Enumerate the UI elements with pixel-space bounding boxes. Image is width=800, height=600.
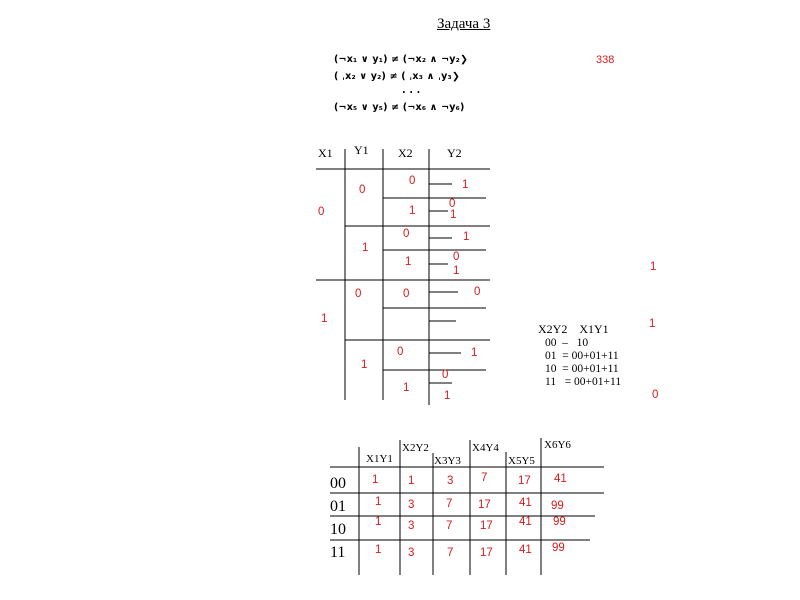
tree-x2-value: 0 bbox=[409, 175, 416, 187]
count-table-cell: 17 bbox=[518, 475, 531, 487]
tree-y2-value: 0 bbox=[442, 369, 449, 381]
count-table-cell: 3 bbox=[447, 475, 454, 487]
tree-y2-value: 0 bbox=[474, 286, 481, 298]
count-table-cell: 3 bbox=[408, 499, 415, 511]
mapping-row: 10 = 00+01+11 bbox=[545, 363, 619, 375]
tree-y1-value: 0 bbox=[359, 184, 366, 196]
mapping-row: 01 = 00+01+11 bbox=[545, 350, 619, 362]
tree-y1-value: 0 bbox=[355, 288, 362, 300]
formula-ellipsis: . . . bbox=[402, 85, 421, 96]
count-table-cell: 17 bbox=[480, 547, 493, 559]
count-table-cell: 1 bbox=[375, 544, 382, 556]
tree-x2-value: 1 bbox=[403, 382, 410, 394]
count-table-row-label: 01 bbox=[330, 498, 346, 515]
tree-header-y1: Y1 bbox=[354, 143, 369, 157]
tree-x1-value: 0 bbox=[318, 206, 325, 218]
count-table-row-label: 10 bbox=[330, 521, 346, 538]
page-title: Задача 3 bbox=[437, 16, 491, 32]
tree-y2-value: 0 bbox=[453, 251, 460, 263]
count-table-cell: 41 bbox=[519, 516, 532, 528]
side-mark: 1 bbox=[649, 318, 656, 330]
count-table-cell: 7 bbox=[446, 498, 453, 510]
tree-x2-value: 1 bbox=[409, 205, 416, 217]
count-table-cell: 99 bbox=[552, 542, 565, 554]
count-table-cell: 7 bbox=[446, 520, 453, 532]
tree-header-x1: X1 bbox=[318, 146, 333, 160]
side-mark: 1 bbox=[650, 261, 657, 273]
tree-x2-value: 0 bbox=[397, 346, 404, 358]
count-table-cell: 7 bbox=[447, 547, 454, 559]
count-table-cell: 7 bbox=[481, 472, 488, 484]
count-table-row-label: 11 bbox=[330, 544, 346, 561]
side-mark: 0 bbox=[652, 389, 659, 401]
count-table-col-header: X1Y1 bbox=[366, 453, 393, 465]
tree-y2-value: 1 bbox=[463, 231, 470, 243]
tree-x1-value: 1 bbox=[321, 313, 328, 325]
tree-y2-value: 1 bbox=[453, 265, 460, 277]
tree-y1-value: 1 bbox=[362, 242, 369, 254]
tree-y1-value: 1 bbox=[361, 359, 368, 371]
count-table-cell: 41 bbox=[519, 544, 532, 556]
count-table-cell: 99 bbox=[551, 500, 564, 512]
tree-y2-value: 1 bbox=[471, 347, 478, 359]
count-table-cell: 1 bbox=[375, 496, 382, 508]
formula-line-2: ( ˌx₂ ∨ y₂) ≠ ( ˌx₃ ∧ ˌy₃❯ bbox=[334, 71, 461, 82]
tree-y2-value: 0 bbox=[449, 198, 456, 210]
mapping-row: 11 = 00+01+11 bbox=[545, 376, 622, 388]
tree-x2-value: 0 bbox=[403, 228, 410, 240]
tree-y2-value: 1 bbox=[462, 179, 469, 191]
count-table-row-label: 00 bbox=[330, 475, 346, 492]
count-table-col-header: X6Y6 bbox=[544, 439, 571, 451]
tree-header-x2: X2 bbox=[398, 146, 413, 160]
count-table-cell: 17 bbox=[478, 499, 491, 511]
count-table-cell: 1 bbox=[375, 516, 382, 528]
count-table-col-header: X4Y4 bbox=[472, 442, 499, 454]
mapping-row: 00 – 10 bbox=[545, 337, 589, 349]
tree-y2-value: 1 bbox=[444, 390, 451, 402]
count-table-cell: 1 bbox=[372, 474, 379, 486]
count-table-col-header: X2Y2 bbox=[402, 442, 429, 454]
count-table-cell: 3 bbox=[408, 520, 415, 532]
count-table-cell: 3 bbox=[408, 547, 415, 559]
count-table-cell: 99 bbox=[553, 516, 566, 528]
tree-header-y2: Y2 bbox=[447, 146, 462, 160]
count-table-col-header: X3Y3 bbox=[434, 455, 461, 467]
formula-line-1: (¬x₁ ∨ y₁) ≠ (¬x₂ ∧ ¬y₂❯ bbox=[334, 54, 469, 65]
count-table-col-header: X5Y5 bbox=[508, 455, 535, 467]
count-table-cell: 41 bbox=[519, 497, 532, 509]
tree-x2-value: 0 bbox=[403, 288, 410, 300]
count-table-cell: 41 bbox=[554, 473, 567, 485]
count-table-cell: 1 bbox=[408, 475, 415, 487]
tree-x2-value: 1 bbox=[405, 256, 412, 268]
formula-line-3: (¬x₅ ∨ y₅) ≠ (¬x₆ ∧ ¬y₆) bbox=[334, 102, 465, 113]
mapping-header: X2Y2 X1Y1 bbox=[538, 322, 609, 336]
corner-mark: 338 bbox=[596, 54, 615, 66]
count-table-cell: 17 bbox=[480, 520, 493, 532]
tree-y2-value: 1 bbox=[450, 209, 457, 221]
